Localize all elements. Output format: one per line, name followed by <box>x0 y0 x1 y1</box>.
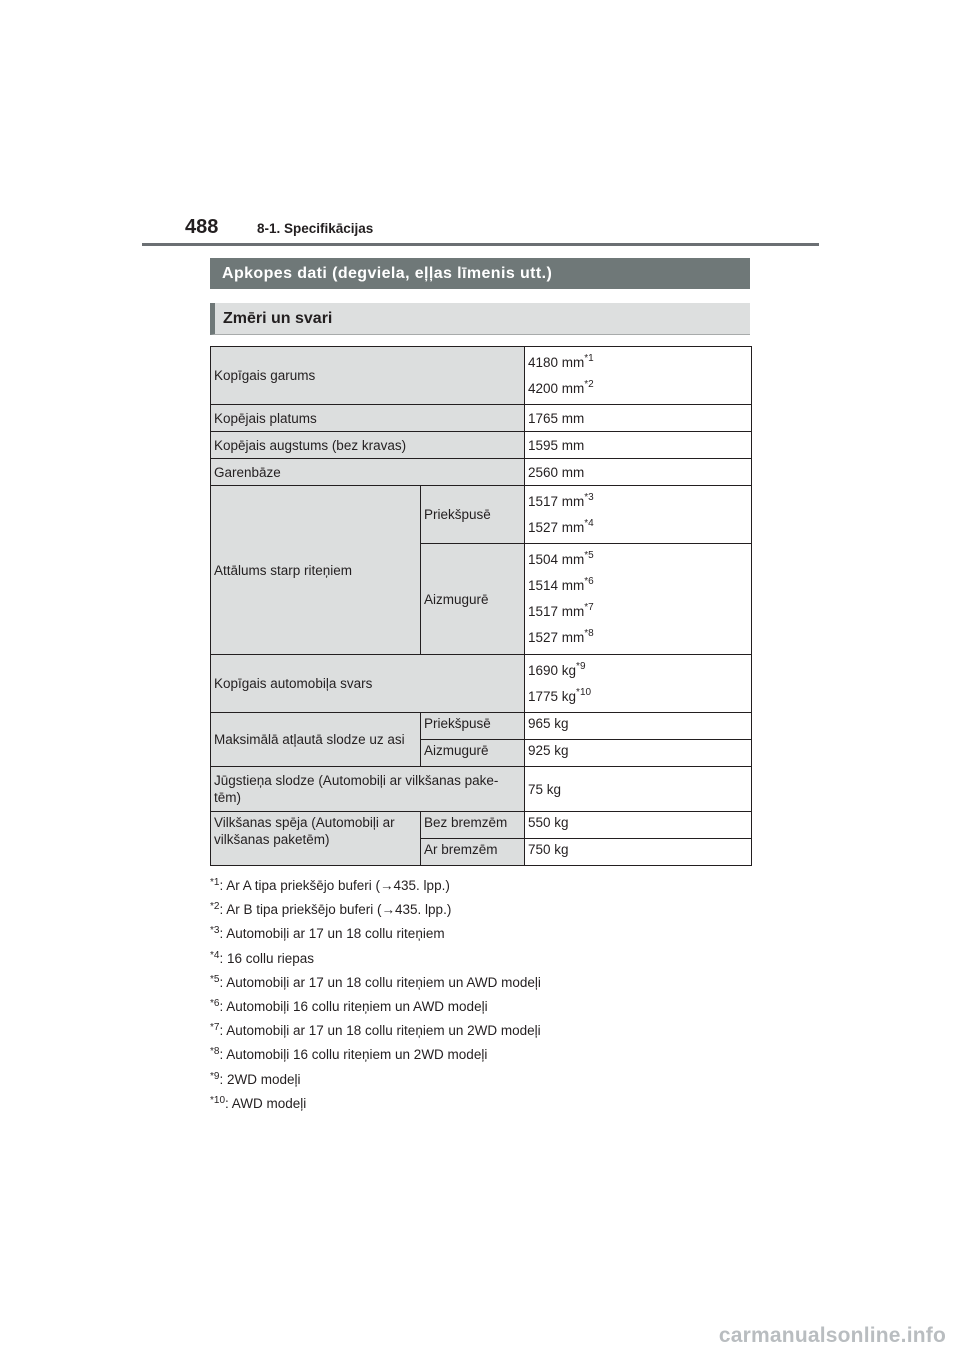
note-mark: *8 <box>584 628 594 639</box>
value-line <box>528 489 748 515</box>
value-line <box>528 599 748 625</box>
row-label: Attālums starp riteņiem <box>211 486 421 655</box>
footnote-mark: *6 <box>210 997 220 1009</box>
value-text: 1504 mm <box>528 552 585 567</box>
table-row <box>211 347 752 405</box>
note-mark: *2 <box>584 378 594 390</box>
dimensions-weights-table <box>210 346 752 866</box>
row-value: 2560 mm <box>525 459 752 486</box>
footnote <box>210 995 541 1019</box>
row-values <box>525 655 752 713</box>
footnote-mark: *4 <box>210 949 220 961</box>
footnote-text: : 2WD modeļi <box>219 1071 301 1087</box>
footnote-mark: *8 <box>210 1046 220 1058</box>
value-line <box>528 625 748 651</box>
note-mark: *6 <box>584 576 594 587</box>
footnote-text: : Automobiļi ar 17 un 18 collu riteņiem un 2WD modeļi <box>219 1023 541 1039</box>
value-text: 1690 kg <box>528 662 577 678</box>
value-text: 1514 mm <box>528 578 585 593</box>
table-row <box>211 486 752 544</box>
value-text: 1775 kg <box>528 688 577 704</box>
value-text: 4200 mm <box>528 380 585 396</box>
table-row <box>211 767 752 812</box>
row-label: Kopīgais garums <box>211 347 525 405</box>
footnote-mark: *7 <box>210 1022 220 1034</box>
row-label: Kopējais augstums (bez kravas) <box>211 432 525 459</box>
footnote-text: : Automobiļi ar 17 un 18 collu riteņiem <box>219 926 445 942</box>
footnote-mark: *2 <box>210 901 220 913</box>
table-row <box>211 459 752 486</box>
row-value: 75 kg <box>525 767 752 812</box>
value-line <box>528 658 748 684</box>
row-values <box>525 544 752 655</box>
row-value: 965 kg <box>525 713 752 740</box>
footnote-mark: *5 <box>210 973 220 985</box>
section-heading: Apkopes dati (degviela, eļļas līmenis utt.) <box>210 258 750 289</box>
chapter-title: 8-1. Specifikācijas <box>257 221 374 236</box>
value-line <box>528 376 748 402</box>
sub-label: Priekšpusē <box>421 713 525 740</box>
footnote <box>210 1068 541 1092</box>
value-text: 1517 mm <box>528 604 585 619</box>
footnote-mark: *3 <box>210 925 220 937</box>
footnote-text: : 16 collu riepas <box>219 950 315 966</box>
value-text: 4180 mm <box>528 354 585 370</box>
footnote <box>210 1019 541 1043</box>
table-row <box>211 432 752 459</box>
row-value: 750 kg <box>525 839 752 866</box>
note-mark: *3 <box>584 491 594 503</box>
value-line <box>528 684 748 710</box>
value-line <box>528 573 748 599</box>
row-value: 925 kg <box>525 740 752 767</box>
footnote <box>210 947 541 971</box>
sub-label: Bez bremzēm <box>421 812 525 839</box>
row-label: Kopējais platums <box>211 405 525 432</box>
table-row <box>211 655 752 713</box>
table-row <box>211 713 752 740</box>
value-line <box>528 350 748 376</box>
subsection-heading: Zmēri un svari <box>210 303 750 335</box>
footnotes <box>210 874 541 1116</box>
value-text: 1517 mm <box>528 493 585 509</box>
row-value: 1765 mm <box>525 405 752 432</box>
watermark: carmanualsonline.info <box>718 1324 946 1347</box>
row-label: Garenbāze <box>211 459 525 486</box>
footnote-text: : Automobiļi 16 collu riteņiem un 2WD modeļi <box>219 1047 488 1063</box>
sub-label: Ar bremzēm <box>421 839 525 866</box>
footnote-mark: *10 <box>210 1094 226 1106</box>
sub-label: Aizmugurē <box>421 544 525 655</box>
note-mark: *7 <box>584 602 594 613</box>
footnote <box>210 1092 541 1116</box>
value-line <box>528 547 748 573</box>
value-line <box>528 515 748 541</box>
row-label: Maksimālā atļautā slodze uz asi <box>211 713 421 767</box>
footnote <box>210 971 541 995</box>
footnote-mark: *1 <box>210 877 220 888</box>
row-label: Vilkšanas spēja (Automobiļi ar vilkšanas paketēm) <box>211 812 421 866</box>
row-value: 550 kg <box>525 812 752 839</box>
page-header <box>185 216 373 239</box>
footnote <box>210 874 541 898</box>
sub-label: Priekšpusē <box>421 486 525 544</box>
value-text: 1527 mm <box>528 630 585 645</box>
row-label: Jūgstieņa slodze (Automobiļi ar vilkšanas pake-tēm) <box>211 767 525 812</box>
table-row <box>211 405 752 432</box>
row-values <box>525 347 752 405</box>
footnote <box>210 1043 541 1067</box>
sub-label: Aizmugurē <box>421 740 525 767</box>
value-text: 1527 mm <box>528 519 585 535</box>
footnote <box>210 922 541 946</box>
footnote-text: : Ar A tipa priekšējo buferi (→435. lpp.) <box>219 878 450 893</box>
note-mark: *10 <box>576 686 592 698</box>
note-mark: *9 <box>576 660 586 672</box>
footnote <box>210 898 541 922</box>
footnote-text: : AWD modeļi <box>225 1095 307 1111</box>
note-mark: *4 <box>584 517 594 529</box>
footnote-text: : Automobiļi ar 17 un 18 collu riteņiem un AWD modeļi <box>219 974 541 990</box>
table-row <box>211 812 752 839</box>
footnote-mark: *9 <box>210 1070 220 1082</box>
row-value: 1595 mm <box>525 432 752 459</box>
row-values <box>525 486 752 544</box>
page-number: 488 <box>185 216 219 238</box>
note-mark: *1 <box>584 352 594 364</box>
footnote-text: : Automobiļi 16 collu riteņiem un AWD modeļi <box>219 998 488 1014</box>
header-divider <box>142 243 819 246</box>
row-label: Kopīgais automobiļa svars <box>211 655 525 713</box>
note-mark: *5 <box>584 550 594 561</box>
footnote-text: : Ar B tipa priekšējo buferi (→435. lpp.) <box>219 902 452 918</box>
